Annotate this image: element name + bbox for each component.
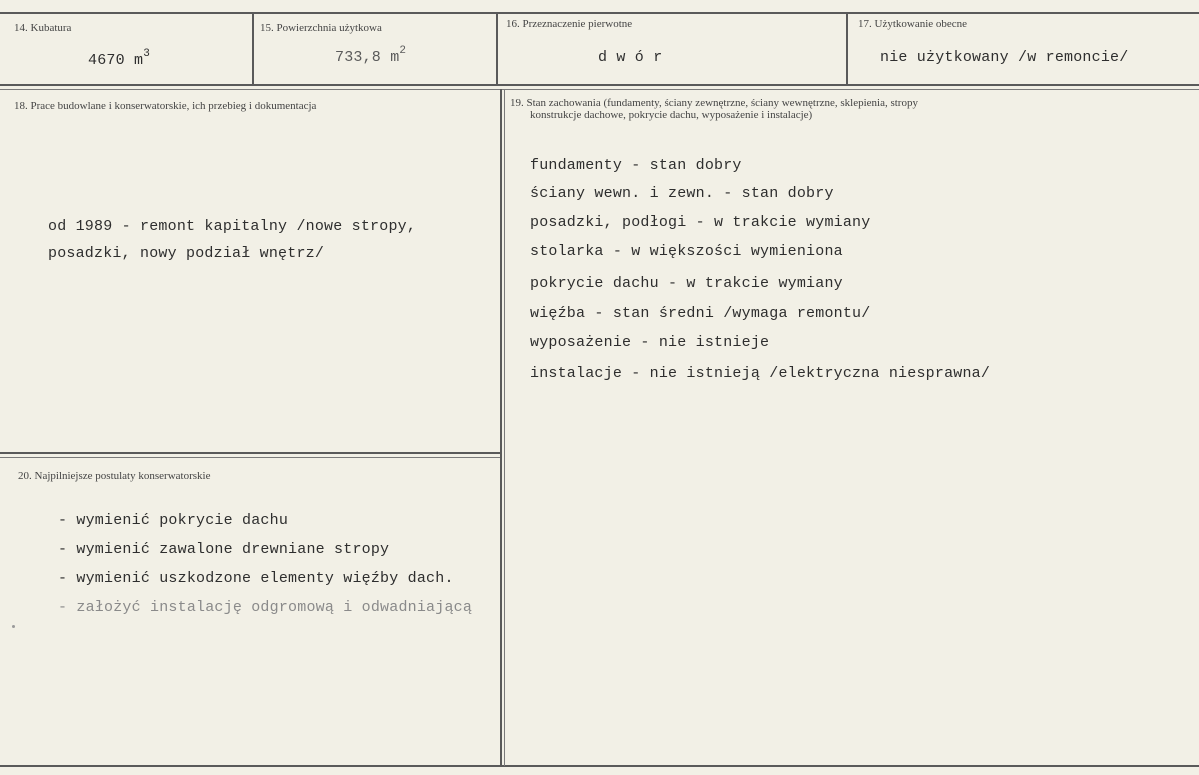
field-20-line-2: - wymienić zawalone drewniane stropy	[58, 541, 390, 558]
bottom-rule	[0, 765, 1199, 767]
field-19-line-4: stolarka - w większości wymieniona	[530, 243, 843, 260]
field-19-label-line-1: 19. Stan zachowania (fundamenty, ściany zewnętrzne, ściany wewnętrzne, sklepienia, stropy	[510, 97, 918, 109]
col-divider-1	[252, 12, 254, 86]
field-17-value: nie użytkowany /w remoncie/	[880, 49, 1129, 66]
row2-left-rule	[0, 452, 500, 454]
field-14-label: 14. Kubatura	[14, 22, 72, 34]
col-divider-3	[846, 12, 848, 86]
field-16-label: 16. Przeznaczenie pierwotne	[506, 18, 633, 30]
field-18-label: 18. Prace budowlane i konserwatorskie, ich przebieg i dokumentacja	[14, 100, 317, 112]
field-19-line-7: wyposażenie - nie istnieje	[530, 334, 770, 351]
field-14-value	[88, 50, 150, 69]
field-20-line-1: - wymienić pokrycie dachu	[58, 512, 289, 529]
paper-speck	[12, 625, 15, 628]
field-14-exponent: 3	[143, 48, 151, 60]
row1-bottom-rule	[0, 84, 1199, 86]
field-14-number: 4670 m	[88, 52, 144, 69]
field-16-value: d w ó r	[598, 49, 663, 66]
field-18-line-1: od 1989 - remont kapitalny /nowe stropy,	[48, 218, 417, 235]
row1-bottom-rule-2	[0, 89, 1199, 90]
field-20-line-3: - wymienić uszkodzone elementy więźby dach.	[58, 570, 454, 587]
field-17-label: 17. Użytkowanie obecne	[858, 18, 968, 30]
field-19-line-8: instalacje - nie istnieją /elektryczna niesprawna/	[530, 365, 991, 382]
row2-left-rule-2	[0, 457, 500, 458]
field-15-exponent: 2	[399, 45, 407, 57]
field-20-label: 20. Najpilniejsze postulaty konserwatorskie	[18, 470, 211, 482]
field-19-line-5: pokrycie dachu - w trakcie wymiany	[530, 275, 843, 292]
col-divider-2	[496, 12, 498, 86]
field-15-label: 15. Powierzchnia użytkowa	[260, 22, 382, 34]
field-19-line-6: więźba - stan średni /wymaga remontu/	[530, 305, 871, 322]
field-18-line-2: posadzki, nowy podział wnętrz/	[48, 245, 325, 262]
main-col-divider-2	[504, 89, 505, 766]
field-19-line-1: fundamenty - stan dobry	[530, 157, 742, 174]
field-15-value	[335, 47, 406, 66]
field-15-number: 733,8 m	[335, 49, 400, 66]
top-rule	[0, 12, 1199, 14]
main-col-divider	[500, 89, 502, 766]
field-19-line-3: posadzki, podłogi - w trakcie wymiany	[530, 214, 871, 231]
field-20-line-4: - założyć instalację odgromową i odwadniającą	[58, 599, 473, 616]
field-19-label-line-2: konstrukcje dachowe, pokrycie dachu, wyposażenie i instalacje)	[530, 109, 813, 121]
field-19-line-2: ściany wewn. i zewn. - stan dobry	[530, 185, 834, 202]
